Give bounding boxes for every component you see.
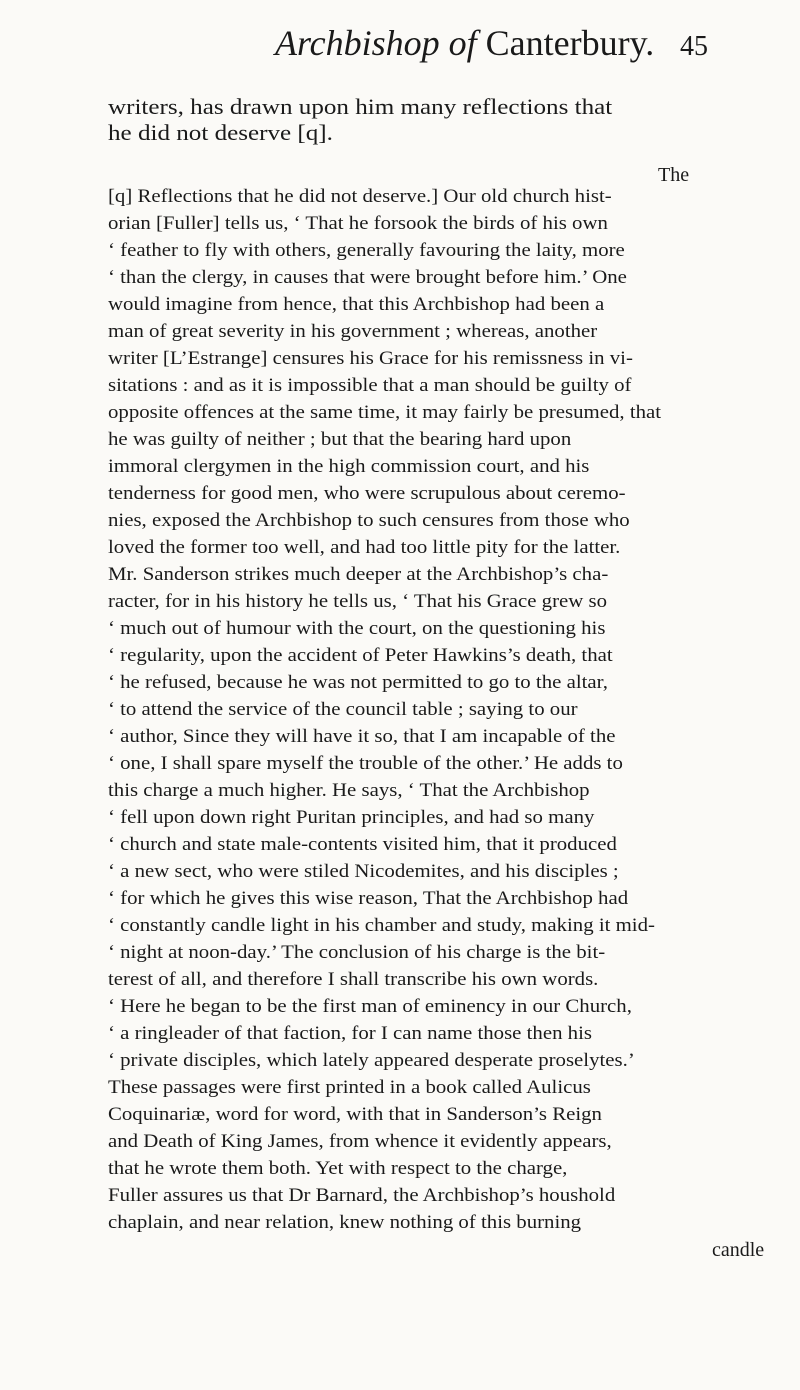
- footnote-line: ‘ feather to fly with others, generally favouring the laity, more: [108, 240, 625, 261]
- footnote-line: opposite offences at the same time, it may fairly be presumed, that: [108, 402, 662, 423]
- footnote-line: writer [L’Estrange] censures his Grace for his remissness in vi-: [108, 348, 633, 369]
- page-number: 45: [680, 31, 708, 62]
- footnote-line: tenderness for good men, who were scrupulous about ceremo-: [108, 483, 626, 504]
- text-line: writers, has drawn upon him many reflections that: [108, 94, 613, 119]
- footnote-line: ‘ author, Since they will have it so, that I am incapable of the: [108, 726, 616, 747]
- text-line: he did not deserve [q].: [108, 120, 333, 145]
- header-title-roman: Canterbury.: [485, 23, 655, 63]
- footnote-line: Mr. Sanderson strikes much deeper at the Archbishop’s cha-: [108, 564, 609, 585]
- footnote-line: [q] Reflections that he did not deserve.] Our old church hist-: [108, 186, 612, 207]
- footnote-line: ‘ private disciples, which lately appeared desperate proselytes.’: [108, 1050, 635, 1071]
- footnote-line: sitations : and as it is impossible that a man should be guilty of: [108, 375, 632, 396]
- footnote-line: that he wrote them both. Yet with respect to the charge,: [108, 1158, 568, 1179]
- footnote-line: ‘ a ringleader of that faction, for I can name those then his: [108, 1023, 592, 1044]
- footnote-line: ‘ regularity, upon the accident of Peter Hawkins’s death, that: [108, 645, 613, 666]
- footnote-line: ‘ night at noon-day.’ The conclusion of his charge is the bit-: [108, 942, 606, 963]
- footnote-line: ‘ than the clergy, in causes that were brought before him.’ One: [108, 267, 627, 288]
- footnote-line: ‘ for which he gives this wise reason, That the Archbishop had: [108, 888, 629, 909]
- footnote-line: and Death of King James, from whence it evidently appears,: [108, 1131, 612, 1152]
- footnote-line: ‘ Here he began to be the first man of eminency in our Church,: [108, 996, 632, 1017]
- footnote-line: ‘ fell upon down right Puritan principles, and had so many: [108, 807, 595, 828]
- footnote-line: orian [Fuller] tells us, ‘ That he forsook the birds of his own: [108, 213, 608, 234]
- footnote-line: he was guilty of neither ; but that the bearing hard upon: [108, 429, 572, 450]
- footnote-line: ‘ to attend the service of the council table ; saying to our: [108, 699, 578, 720]
- footnote-line: this charge a much higher. He says, ‘ That the Archbishop: [108, 780, 590, 801]
- footnote-line: ‘ a new sect, who were stiled Nicodemites, and his disciples ;: [108, 861, 619, 882]
- header-title-italic: Archbishop of: [275, 23, 477, 63]
- footnote-line: nies, exposed the Archbishop to such censures from those who: [108, 510, 630, 531]
- footnote-line: These passages were first printed in a book called Aulicus: [108, 1077, 591, 1098]
- footnote-line: racter, for in his history he tells us, ‘ That his Grace grew so: [108, 591, 608, 612]
- footnote-line: chaplain, and near relation, knew nothing of this burning: [108, 1212, 582, 1233]
- footnote-line: ‘ church and state male-contents visited him, that it produced: [108, 834, 617, 855]
- footnote-line: loved the former too well, and had too little pity for the latter.: [108, 537, 621, 558]
- footnote-line: immoral clergymen in the high commission court, and his: [108, 456, 590, 477]
- footnote-line: ‘ much out of humour with the court, on the questioning his: [108, 618, 606, 639]
- footnote-line: terest of all, and therefore I shall transcribe his own words.: [108, 969, 599, 990]
- footnote-line: ‘ constantly candle light in his chamber and study, making it mid-: [108, 915, 655, 936]
- footnote-line: Fuller assures us that Dr Barnard, the Archbishop’s houshold: [108, 1185, 616, 1206]
- footnote-line: would imagine from hence, that this Archbishop had been a: [108, 294, 605, 315]
- catchword-the: The: [658, 164, 690, 186]
- footnote-line: ‘ one, I shall spare myself the trouble of the other.’ He adds to: [108, 753, 623, 774]
- footnote-line: Coquinariæ, word for word, with that in Sanderson’s Reign: [108, 1104, 602, 1125]
- running-header: [275, 20, 715, 66]
- footnote-line: man of great severity in his government ; whereas, another: [108, 321, 598, 342]
- footnote-line: ‘ he refused, because he was not permitted to go to the altar,: [108, 672, 608, 693]
- catchword-candle: candle: [712, 1239, 765, 1261]
